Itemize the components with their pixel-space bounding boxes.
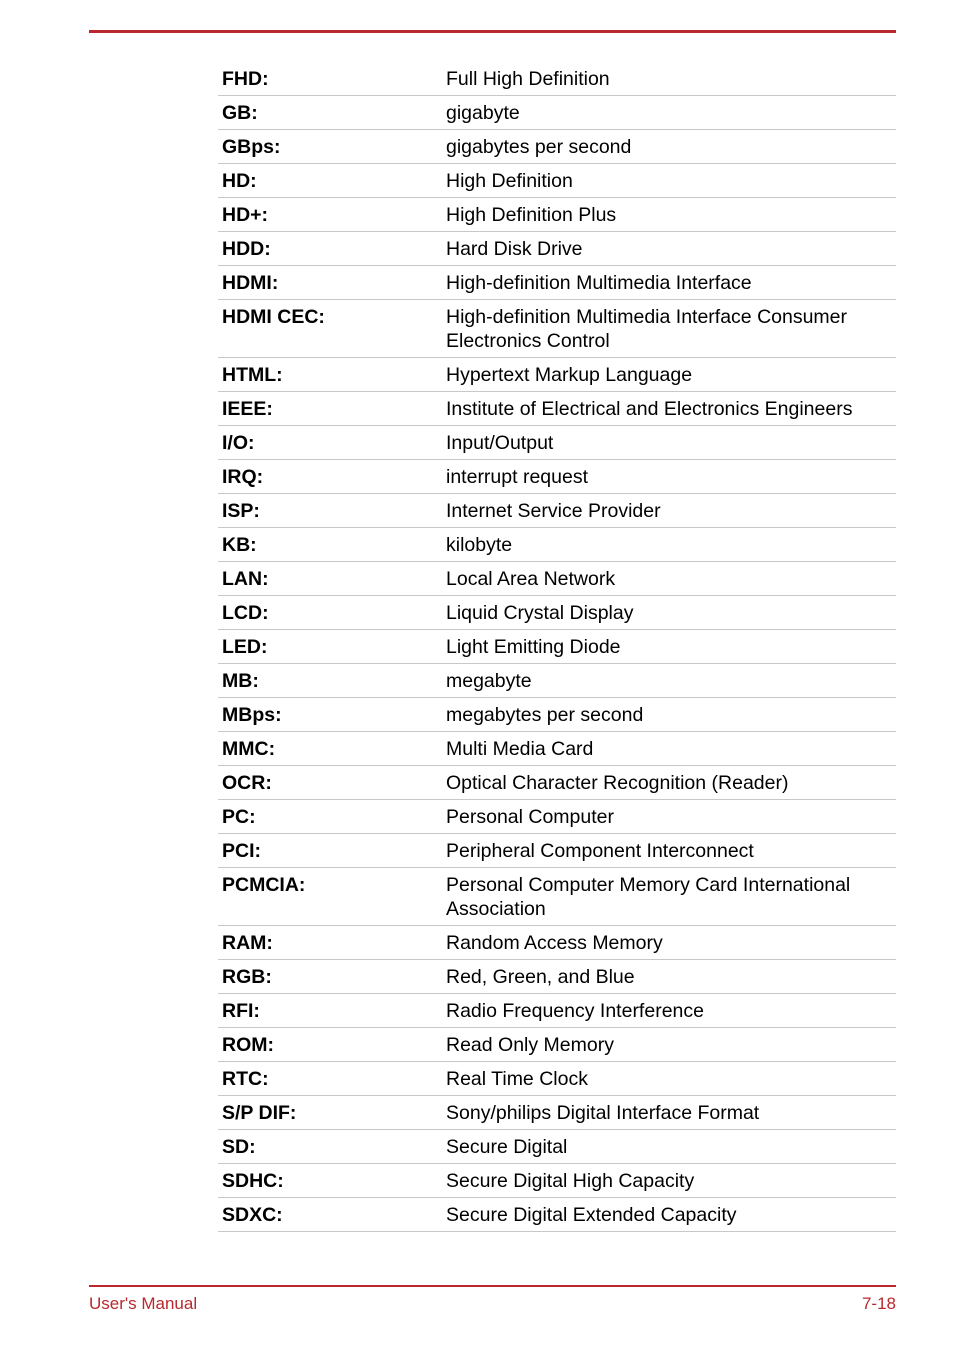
glossary-definition: Liquid Crystal Display [442, 596, 896, 630]
glossary-definition: Local Area Network [442, 562, 896, 596]
glossary-term: HD: [218, 164, 442, 198]
glossary-definition: Multi Media Card [442, 732, 896, 766]
glossary-definition: Internet Service Provider [442, 494, 896, 528]
glossary-term: OCR: [218, 766, 442, 800]
glossary-definition: Light Emitting Diode [442, 630, 896, 664]
table-row [218, 868, 896, 926]
glossary-definition: Secure Digital [442, 1130, 896, 1164]
glossary-definition: High-definition Multimedia Interface Consumer Electronics Control [442, 300, 896, 358]
glossary-term: SDHC: [218, 1164, 442, 1198]
glossary-definition: Institute of Electrical and Electronics Engineers [442, 392, 896, 426]
glossary-definition: Radio Frequency Interference [442, 994, 896, 1028]
glossary-definition: High Definition [442, 164, 896, 198]
glossary-definition: Red, Green, and Blue [442, 960, 896, 994]
glossary-definition: Secure Digital Extended Capacity [442, 1198, 896, 1232]
glossary-term: MMC: [218, 732, 442, 766]
glossary-definition: Hard Disk Drive [442, 232, 896, 266]
glossary-term: HDMI CEC: [218, 300, 442, 358]
glossary-term: IEEE: [218, 392, 442, 426]
table-row [218, 698, 896, 732]
glossary-definition: interrupt request [442, 460, 896, 494]
glossary-term: KB: [218, 528, 442, 562]
table-row [218, 596, 896, 630]
glossary-definition: Read Only Memory [442, 1028, 896, 1062]
table-row [218, 1198, 896, 1232]
glossary-definition: Secure Digital High Capacity [442, 1164, 896, 1198]
glossary-term: LED: [218, 630, 442, 664]
glossary-term: IRQ: [218, 460, 442, 494]
glossary-term: PCI: [218, 834, 442, 868]
glossary-term: RAM: [218, 926, 442, 960]
glossary-definition: megabytes per second [442, 698, 896, 732]
glossary-definition: Sony/philips Digital Interface Format [442, 1096, 896, 1130]
glossary-term: HDD: [218, 232, 442, 266]
table-row [218, 766, 896, 800]
footer-manual-title: User's Manual [89, 1294, 198, 1313]
glossary-table [218, 62, 896, 1232]
glossary-definition: Real Time Clock [442, 1062, 896, 1096]
glossary-term: GBps: [218, 130, 442, 164]
glossary-term: LAN: [218, 562, 442, 596]
table-row [218, 494, 896, 528]
table-row [218, 630, 896, 664]
glossary-term: MBps: [218, 698, 442, 732]
glossary-term: I/O: [218, 426, 442, 460]
glossary-term: ROM: [218, 1028, 442, 1062]
table-row [218, 358, 896, 392]
glossary-term: GB: [218, 96, 442, 130]
table-row [218, 164, 896, 198]
glossary-definition: Input/Output [442, 426, 896, 460]
glossary-definition: High-definition Multimedia Interface [442, 266, 896, 300]
table-row [218, 800, 896, 834]
footer-page-number: 7-18 [861, 1294, 896, 1313]
glossary-definition: Hypertext Markup Language [442, 358, 896, 392]
glossary-term: HDMI: [218, 266, 442, 300]
table-row [218, 392, 896, 426]
table-row [218, 96, 896, 130]
glossary-term: RTC: [218, 1062, 442, 1096]
table-row [218, 1028, 896, 1062]
glossary-term: S/P DIF: [218, 1096, 442, 1130]
glossary-definition: Random Access Memory [442, 926, 896, 960]
glossary-definition: Personal Computer [442, 800, 896, 834]
glossary-term: SD: [218, 1130, 442, 1164]
glossary-term: PC: [218, 800, 442, 834]
glossary-definition: Peripheral Component Interconnect [442, 834, 896, 868]
table-row [218, 664, 896, 698]
glossary-term: RFI: [218, 994, 442, 1028]
glossary-term: HD+: [218, 198, 442, 232]
table-row [218, 1062, 896, 1096]
glossary-definition: gigabyte [442, 96, 896, 130]
glossary-term: PCMCIA: [218, 868, 442, 926]
glossary-definition: Personal Computer Memory Card International Association [442, 868, 896, 926]
glossary-definition: megabyte [442, 664, 896, 698]
glossary-term: MB: [218, 664, 442, 698]
table-row [218, 732, 896, 766]
table-row [218, 562, 896, 596]
glossary-definition: Full High Definition [442, 62, 896, 96]
table-row [218, 528, 896, 562]
table-row [218, 62, 896, 96]
glossary-term: FHD: [218, 62, 442, 96]
header-rule [89, 30, 896, 33]
footer-rule [89, 1285, 896, 1287]
glossary-definition: High Definition Plus [442, 198, 896, 232]
glossary-term: ISP: [218, 494, 442, 528]
table-row [218, 834, 896, 868]
glossary-definition: Optical Character Recognition (Reader) [442, 766, 896, 800]
table-row [218, 926, 896, 960]
table-row [218, 460, 896, 494]
glossary-definition: kilobyte [442, 528, 896, 562]
table-row [218, 426, 896, 460]
table-row [218, 232, 896, 266]
table-row [218, 1130, 896, 1164]
glossary-term: SDXC: [218, 1198, 442, 1232]
table-row [218, 198, 896, 232]
table-row [218, 960, 896, 994]
glossary-term: RGB: [218, 960, 442, 994]
glossary-term: LCD: [218, 596, 442, 630]
table-row [218, 1096, 896, 1130]
glossary-body [218, 62, 896, 1232]
glossary-term: HTML: [218, 358, 442, 392]
table-row [218, 130, 896, 164]
glossary-definition: gigabytes per second [442, 130, 896, 164]
table-row [218, 1164, 896, 1198]
table-row [218, 266, 896, 300]
table-row [218, 300, 896, 358]
table-row [218, 994, 896, 1028]
